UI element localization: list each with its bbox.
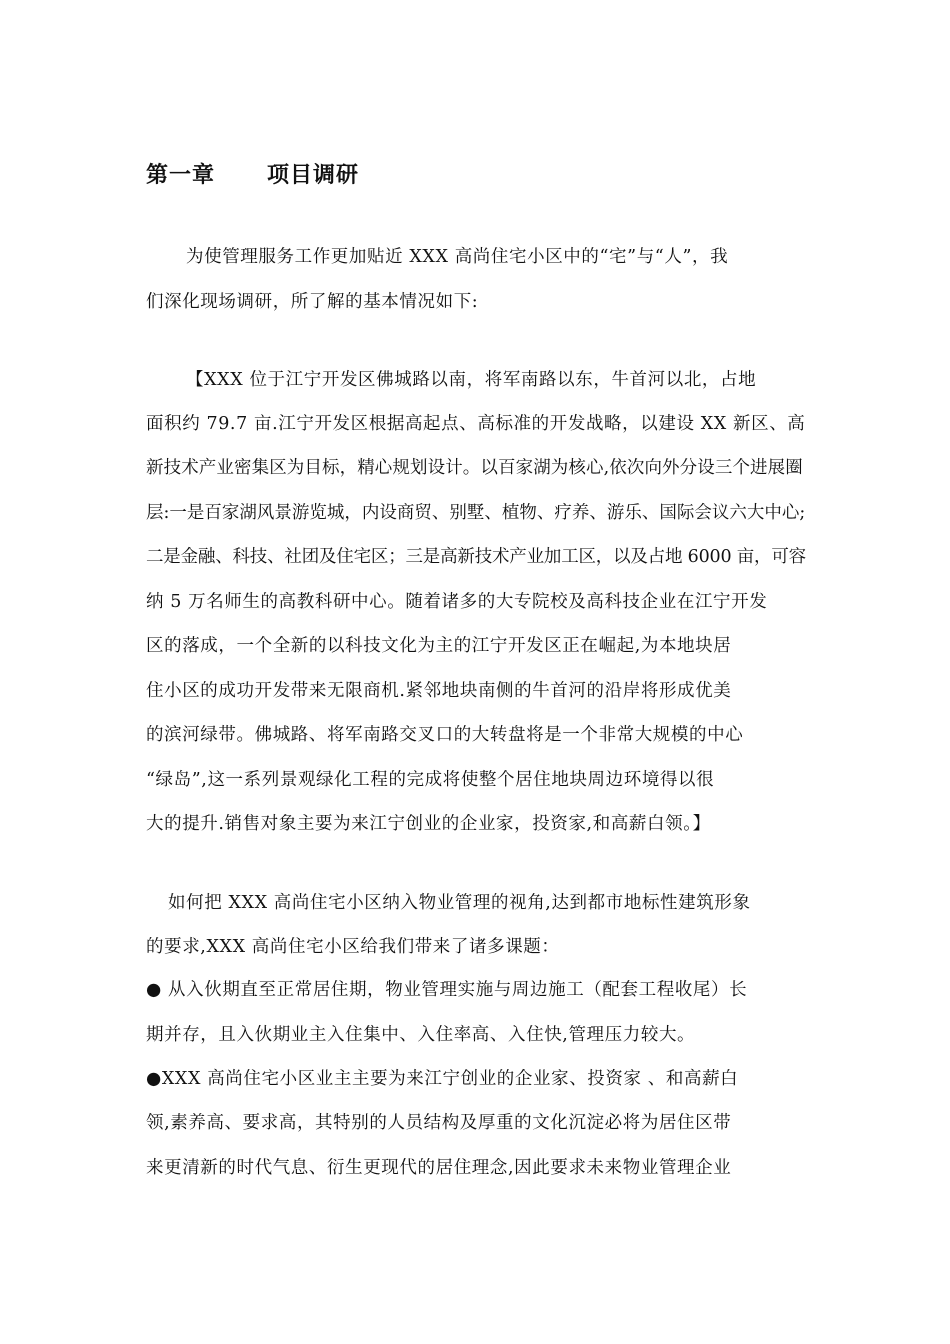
chapter-title: 项目调研: [267, 163, 360, 188]
intro-line-2: 们深化现场调研，所了解的基本情况如下:: [146, 292, 479, 312]
issues-line-1: 如何把 XXX 高尚住宅小区纳入物业管理的视角,达到都市地标性建筑形象: [168, 893, 751, 913]
summary-line-2: 面积约 79.7 亩.江宁开发区根据高起点、高标准的开发战略，以建设 XX 新区、高: [146, 414, 806, 434]
summary-line-5: 二是金融、科技、社团及住宅区；三是高新技术产业加工区，以及占地 6000 亩，可容: [146, 547, 806, 567]
bullet-1-line-2: 期并存，且入伙期业主入住集中、入住率高、入住快,管理压力较大。: [146, 1025, 696, 1045]
issues-line-2: 的要求,XXX 高尚住宅小区给我们带来了诸多课题：: [146, 937, 560, 957]
chapter-number: 第一章: [146, 163, 216, 188]
bullet-2-line-1: ●XXX 高尚住宅小区业主主要为来江宁创业的企业家、投资家 、和高薪白: [146, 1069, 739, 1089]
summary-line-9: 的滨河绿带。佛城路、将军南路交叉口的大转盘将是一个非常大规模的中心: [146, 725, 744, 745]
chapter-heading: [146, 158, 359, 189]
summary-line-10: “绿岛”,这一系列景观绿化工程的完成将使整个居住地块周边环境得以很: [146, 770, 715, 790]
summary-line-11: 大的提升.销售对象主要为来江宁创业的企业家，投资家,和高薪白领。】: [146, 814, 711, 834]
intro-line-1: 为使管理服务工作更加贴近 XXX 高尚住宅小区中的“宅”与“人”，我: [186, 247, 729, 267]
summary-line-8: 住小区的成功开发带来无限商机.紧邻地块南侧的牛首河的沿岸将形成优美: [146, 681, 732, 701]
summary-line-6: 纳 5 万名师生的高教科研中心。随着诸多的大专院校及高科技企业在江宁开发: [146, 592, 768, 612]
summary-line-4: 层:一是百家湖风景游览城，内设商贸、别墅、植物、疗养、游乐、国际会议六大中心;: [146, 503, 806, 523]
summary-line-3: 新技术产业密集区为目标，精心规划设计。以百家湖为核心,依次向外分设三个进展圈: [146, 458, 803, 478]
summary-line-1: 【XXX 位于江宁开发区佛城路以南，将军南路以东，牛首河以北，占地: [186, 370, 757, 390]
bullet-2-line-3: 来更清新的时代气息、衍生更现代的居住理念,因此要求未来物业管理企业: [146, 1158, 732, 1178]
bullet-2-line-2: 领,素养高、要求高，其特别的人员结构及厚重的文化沉淀必将为居住区带: [146, 1113, 732, 1133]
summary-line-7: 区的落成，一个全新的以科技文化为主的江宁开发区正在崛起,为本地块居: [146, 636, 732, 656]
bullet-1-line-1: ● 从入伙期直至正常居住期，物业管理实施与周边施工（配套工程收尾）长: [146, 980, 748, 1000]
